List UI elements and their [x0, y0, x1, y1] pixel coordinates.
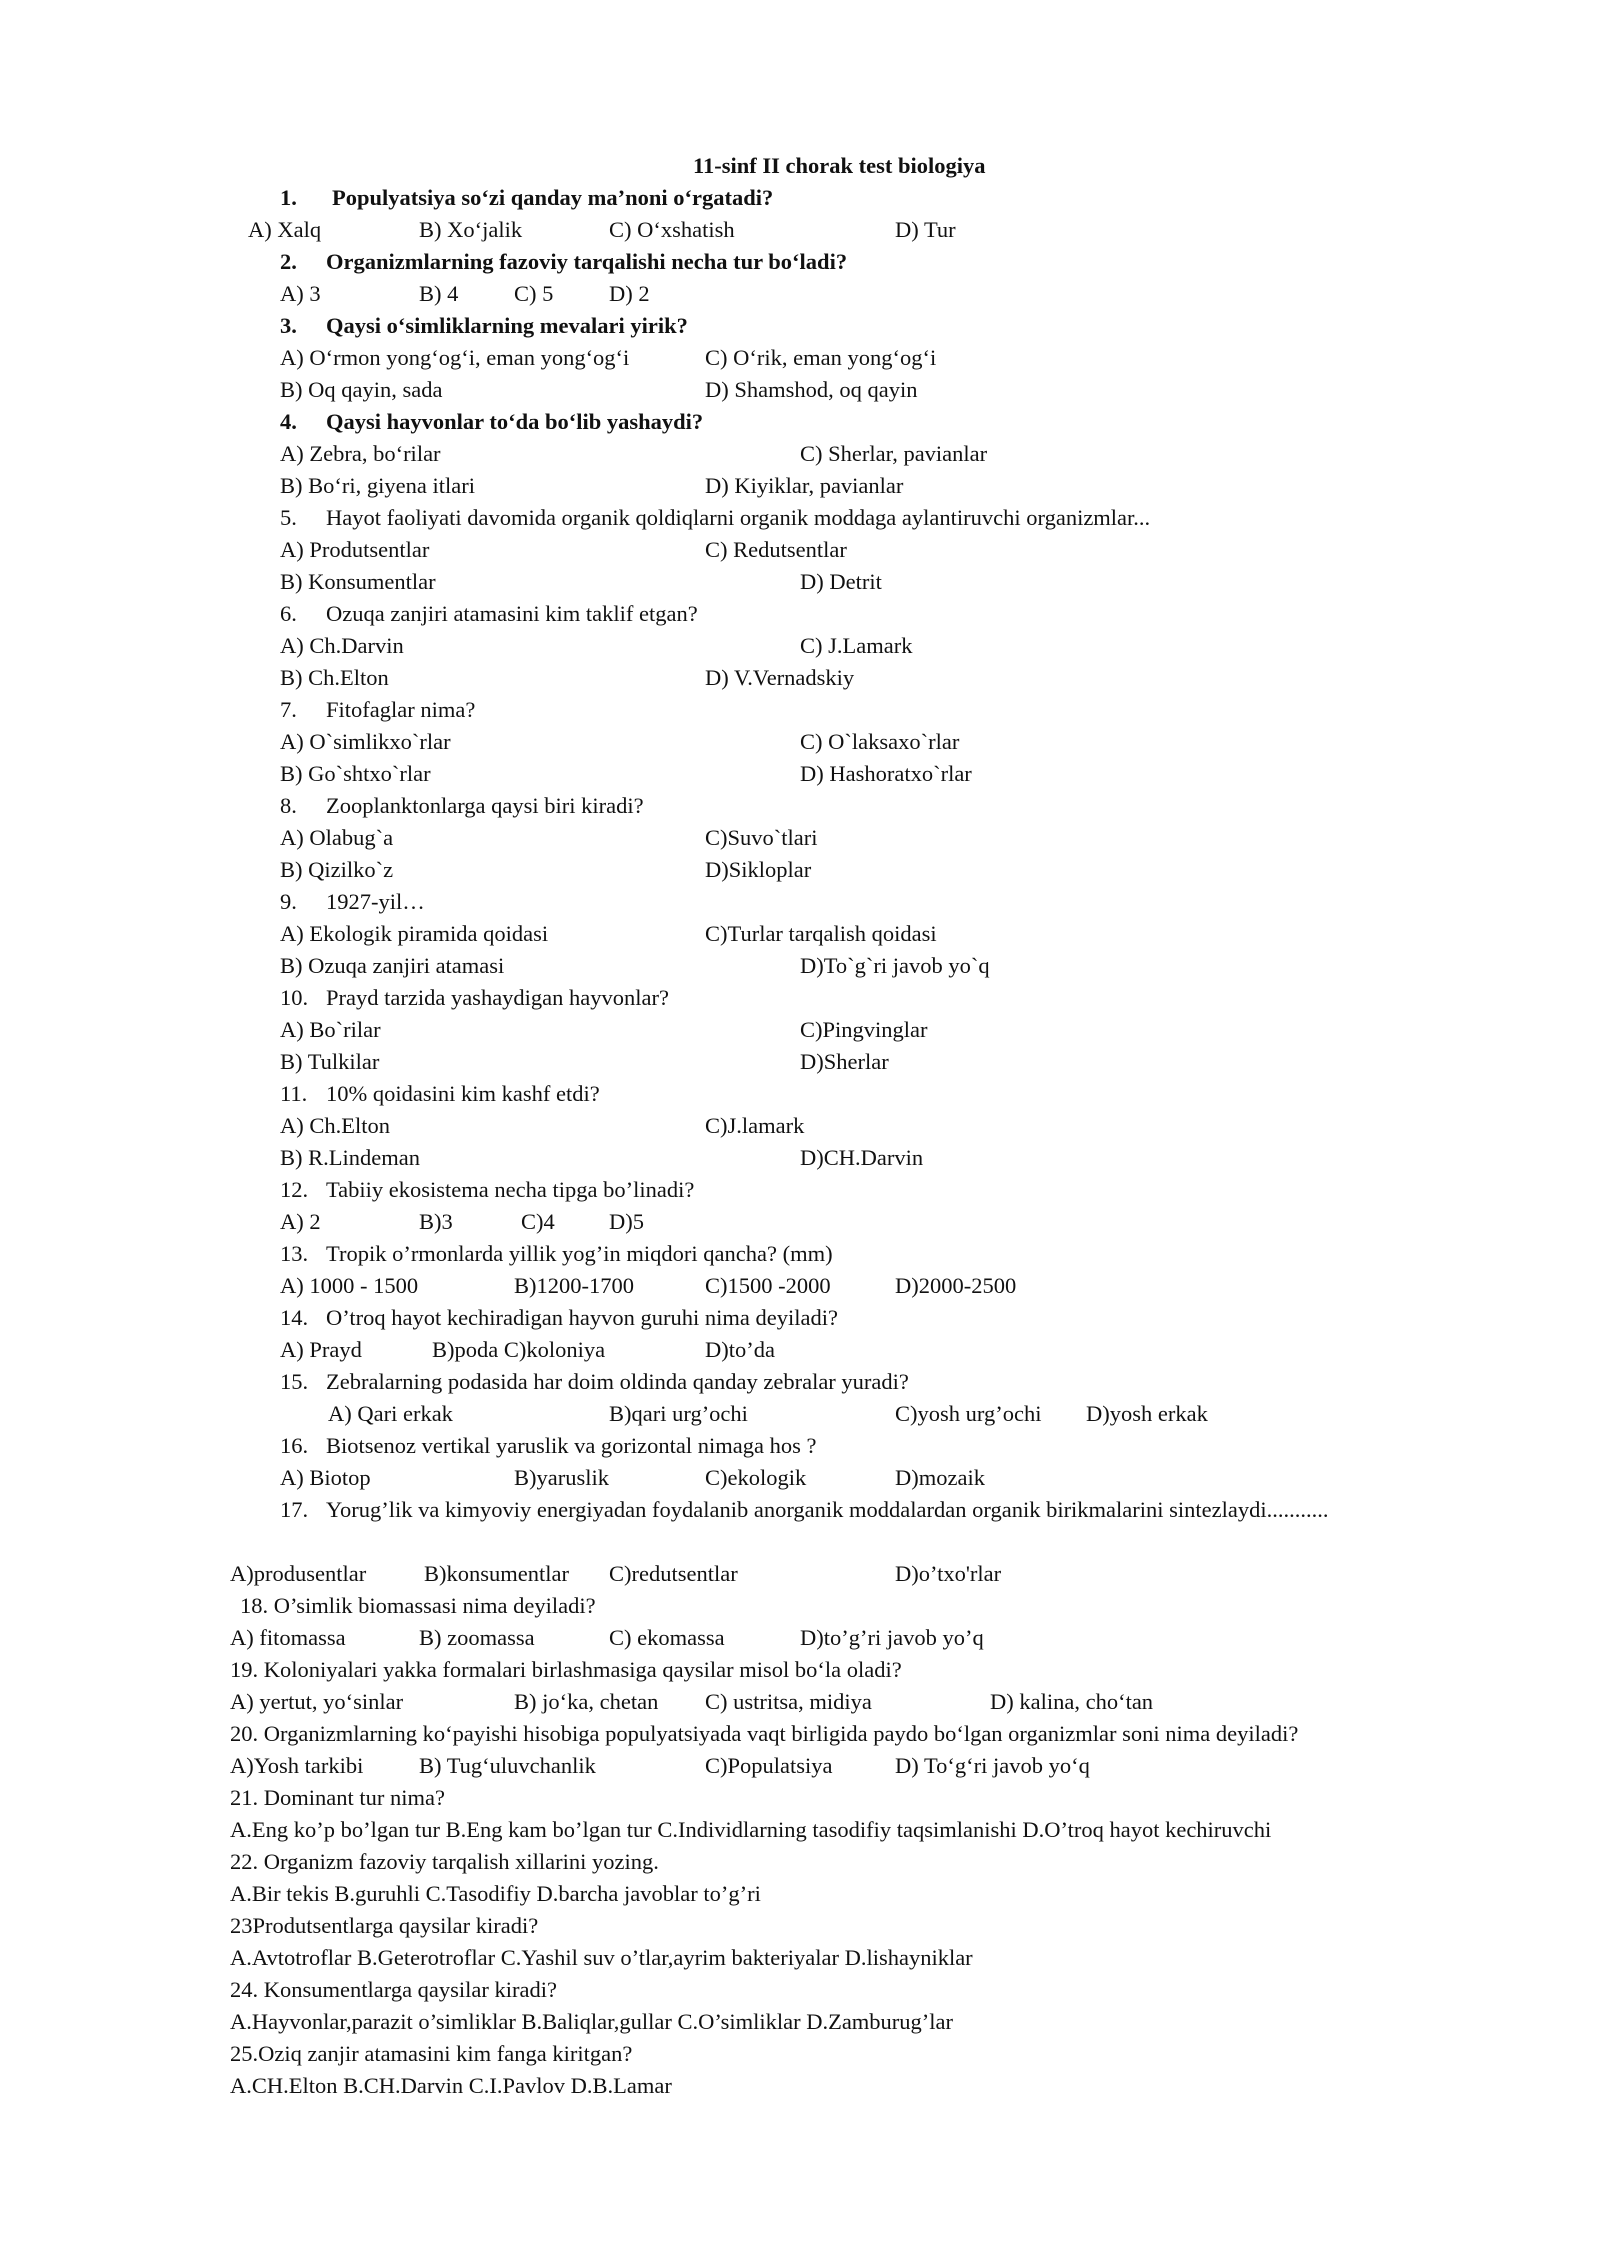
question-12-option-b: B)3: [419, 1209, 453, 1234]
question-24-text: 24. Konsumentlarga qaysilar kiradi?: [230, 1977, 557, 2002]
page-title: 11-sinf II chorak test biologiya: [693, 153, 986, 178]
question-18-option-b: B) zoomassa: [419, 1625, 535, 1650]
question-3-number: 3.: [280, 313, 297, 338]
question-17-number: 17.: [280, 1497, 309, 1522]
question-12-option-c: C)4: [521, 1209, 555, 1234]
question-18-option-c: C) ekomassa: [609, 1625, 725, 1650]
question-15-option-b: B)qari urg’ochi: [609, 1401, 748, 1426]
question-16-option-d: D)mozaik: [895, 1465, 985, 1490]
question-5-option-a: A) Produtsentlar: [280, 537, 430, 562]
question-9-option-a: A) Ekologik piramida qoidasi: [280, 921, 549, 946]
question-18-option-a: A) fitomassa: [230, 1625, 346, 1650]
question-17-text: Yorug’lik va kimyoviy energiyadan foydalanib anorganik moddalardan organik birikmalarini sintezlaydi...........: [326, 1497, 1329, 1522]
question-21-answers: A.Eng ko’p bo’lgan tur B.Eng kam bo’lgan tur C.Individlarning tasodifiy taqsimlanishi D.O’troq hayot kechiruvchi: [230, 1817, 1272, 1842]
question-3-text: Qaysi o‘simliklarning mevalari yirik?: [326, 313, 688, 338]
question-3-option-b: B) Oq qayin, sada: [280, 377, 443, 402]
question-11-option-d: D)CH.Darvin: [800, 1145, 924, 1170]
question-15-text: Zebralarning podasida har doim oldinda qanday zebralar yuradi?: [326, 1369, 909, 1394]
question-17-option-a: A)produsentlar: [230, 1561, 367, 1586]
question-7-option-b: B) Go`shtxo`rlar: [280, 761, 431, 786]
question-16-option-a: A) Biotop: [280, 1465, 371, 1490]
question-5-option-b: B) Konsumentlar: [280, 569, 436, 594]
question-2-text: Organizmlarning fazoviy tarqalishi necha tur bo‘ladi?: [326, 249, 848, 274]
question-16-option-b: B)yaruslik: [514, 1465, 609, 1490]
question-8-number: 8.: [280, 793, 297, 818]
question-23-text: 23Produtsentlarga qaysilar kiradi?: [230, 1913, 539, 1938]
question-25-text: 25.Oziq zanjir atamasini kim fanga kiritgan?: [230, 2041, 633, 2066]
question-19-option-c: C) ustritsa, midiya: [705, 1689, 872, 1714]
question-20-option-d: D) To‘g‘ri javob yo‘q: [895, 1753, 1090, 1778]
question-6-option-d: D) V.Vernadskiy: [705, 665, 855, 690]
question-14-option-b-c: B)poda C)koloniya: [432, 1337, 606, 1362]
question-12-number: 12.: [280, 1177, 309, 1202]
question-17-option-d: D)o’txo'rlar: [895, 1561, 1002, 1586]
question-6-option-b: B) Ch.Elton: [280, 665, 389, 690]
question-11-option-c: C)J.lamark: [705, 1113, 805, 1138]
question-3-option-d: D) Shamshod, oq qayin: [705, 377, 918, 402]
question-12-option-d: D)5: [609, 1209, 644, 1234]
question-13-option-b: B)1200-1700: [514, 1273, 634, 1298]
question-11-option-a: A) Ch.Elton: [280, 1113, 390, 1138]
question-5-text: Hayot faoliyati davomida organik qoldiqlarni organik moddaga aylantiruvchi organizmlar...: [326, 505, 1151, 530]
question-2-option-c: C) 5: [514, 281, 554, 306]
question-8-option-c: C)Suvo`tlari: [705, 825, 818, 850]
question-10-option-c: C)Pingvinglar: [800, 1017, 928, 1042]
question-5-number: 5.: [280, 505, 297, 530]
question-4-option-a: A) Zebra, bo‘rilar: [280, 441, 441, 466]
question-10-option-b: B) Tulkilar: [280, 1049, 380, 1074]
question-7-text: Fitofaglar nima?: [326, 697, 476, 722]
question-6-number: 6.: [280, 601, 297, 626]
question-21-text: 21. Dominant tur nima?: [230, 1785, 445, 1810]
question-13-option-c: C)1500 -2000: [705, 1273, 831, 1298]
question-11-option-b: B) R.Lindeman: [280, 1145, 420, 1170]
question-6-option-a: A) Ch.Darvin: [280, 633, 404, 658]
question-1-number: 1.: [280, 185, 297, 210]
question-10-option-d: D)Sherlar: [800, 1049, 889, 1074]
question-7-option-d: D) Hashoratxo`rlar: [800, 761, 972, 786]
question-15-option-c: C)yosh urg’ochi: [895, 1401, 1042, 1426]
question-4-number: 4.: [280, 409, 297, 434]
question-24-answers: A.Hayvonlar,parazit o’simliklar B.Baliqlar,gullar C.O’simliklar D.Zamburug’lar: [230, 2009, 954, 2034]
question-11-number: 11.: [280, 1081, 308, 1106]
question-1-option-c: C) O‘xshatish: [609, 217, 735, 242]
question-16-number: 16.: [280, 1433, 309, 1458]
question-6-text: Ozuqa zanjiri atamasini kim taklif etgan?: [326, 601, 698, 626]
question-16-option-c: C)ekologik: [705, 1465, 807, 1490]
question-20-text: 20. Organizmlarning ko‘payishi hisobiga populyatsiyada vaqt birligida paydo bo‘lgan organizmlar soni nima deyiladi?: [230, 1721, 1299, 1746]
question-1-option-b: B) Xo‘jalik: [419, 217, 523, 242]
question-7-option-c: C) O`laksaxo`rlar: [800, 729, 960, 754]
question-22-answers: A.Bir tekis B.guruhli C.Tasodifiy D.barcha javoblar to’g’ri: [230, 1881, 761, 1906]
question-17-option-c: C)redutsentlar: [609, 1561, 738, 1586]
question-9-number: 9.: [280, 889, 297, 914]
question-22-text: 22. Organizm fazoviy tarqalish xillarini yozing.: [230, 1849, 659, 1874]
question-17-option-b: B)konsumentlar: [424, 1561, 569, 1586]
question-13-number: 13.: [280, 1241, 309, 1266]
question-15-number: 15.: [280, 1369, 309, 1394]
question-2-option-b: B) 4: [419, 281, 459, 306]
question-6-option-c: C) J.Lamark: [800, 633, 913, 658]
question-18-text: 18. O’simlik biomassasi nima deyiladi?: [240, 1593, 596, 1618]
question-9-option-c: C)Turlar tarqalish qoidasi: [705, 921, 937, 946]
question-5-option-c: C) Redutsentlar: [705, 537, 847, 562]
question-3-option-c: C) O‘rik, eman yong‘og‘i: [705, 345, 937, 370]
question-9-option-d: D)To`g`ri javob yo`q: [800, 953, 990, 978]
question-10-text: Prayd tarzida yashaydigan hayvonlar?: [326, 985, 669, 1010]
question-15-option-d: D)yosh erkak: [1086, 1401, 1208, 1426]
question-1-text: Populyatsiya so‘zi qanday ma’noni o‘rgatadi?: [332, 185, 774, 210]
question-20-option-b: B) Tug‘uluvchanlik: [419, 1753, 596, 1778]
question-10-number: 10.: [280, 985, 309, 1010]
question-2-option-d: D) 2: [609, 281, 650, 306]
question-2-option-a: A) 3: [280, 281, 321, 306]
question-4-option-d: D) Kiyiklar, pavianlar: [705, 473, 904, 498]
question-19-option-d: D) kalina, cho‘tan: [990, 1689, 1154, 1714]
question-9-option-b: B) Ozuqa zanjiri atamasi: [280, 953, 505, 978]
question-19-option-b: B) jo‘ka, chetan: [514, 1689, 659, 1714]
question-14-option-d: D)to’da: [705, 1337, 775, 1362]
question-4-option-b: B) Bo‘ri, giyena itlari: [280, 473, 475, 498]
question-25-answers: A.CH.Elton B.CH.Darvin C.I.Pavlov D.B.Lamar: [230, 2073, 672, 2098]
question-18-option-d: D)to’g’ri javob yo’q: [800, 1625, 984, 1650]
question-5-option-d: D) Detrit: [800, 569, 882, 594]
question-19-text: 19. Koloniyalari yakka formalari birlashmasiga qaysilar misol bo‘la oladi?: [230, 1657, 902, 1682]
question-14-option-a: A) Prayd: [280, 1337, 362, 1362]
question-12-option-a: A) 2: [280, 1209, 321, 1234]
question-8-text: Zooplanktonlarga qaysi biri kiradi?: [326, 793, 644, 818]
question-3-option-a: A) O‘rmon yong‘og‘i, eman yong‘og‘i: [280, 345, 630, 370]
question-10-option-a: A) Bo`rilar: [280, 1017, 381, 1042]
question-16-text: Biotsenoz vertikal yaruslik va gorizontal nimaga hos ?: [326, 1433, 817, 1458]
question-14-number: 14.: [280, 1305, 309, 1330]
question-14-text: O’troq hayot kechiradigan hayvon guruhi nima deyiladi?: [326, 1305, 838, 1330]
question-11-text: 10% qoidasini kim kashf etdi?: [326, 1081, 600, 1106]
question-13-option-d: D)2000-2500: [895, 1273, 1017, 1298]
question-23-answers: A.Avtotroflar B.Geterotroflar C.Yashil suv o’tlar,ayrim bakteriyalar D.lishayniklar: [230, 1945, 973, 1970]
question-13-option-a: A) 1000 - 1500: [280, 1273, 419, 1298]
question-8-option-b: B) Qizilko`z: [280, 857, 394, 882]
question-9-text: 1927-yil…: [326, 889, 425, 914]
question-15-option-a: A) Qari erkak: [328, 1401, 453, 1426]
question-20-option-a: A)Yosh tarkibi: [230, 1753, 364, 1778]
question-13-text: Tropik o’rmonlarda yillik yog’in miqdori qancha? (mm): [326, 1241, 833, 1266]
question-1-option-a: A) Xalq: [248, 217, 322, 242]
question-4-option-c: C) Sherlar, pavianlar: [800, 441, 988, 466]
question-2-number: 2.: [280, 249, 297, 274]
question-7-number: 7.: [280, 697, 297, 722]
question-4-text: Qaysi hayvonlar to‘da bo‘lib yashaydi?: [326, 409, 704, 434]
question-7-option-a: A) O`simlikxo`rlar: [280, 729, 451, 754]
question-19-option-a: A) yertut, yo‘sinlar: [230, 1689, 404, 1714]
question-12-text: Tabiiy ekosistema necha tipga bo’linadi?: [326, 1177, 695, 1202]
question-20-option-c: C)Populatsiya: [705, 1753, 833, 1778]
question-1-option-d: D) Tur: [895, 217, 956, 242]
question-8-option-a: A) Olabug`a: [280, 825, 394, 850]
question-8-option-d: D)Sikloplar: [705, 857, 812, 882]
